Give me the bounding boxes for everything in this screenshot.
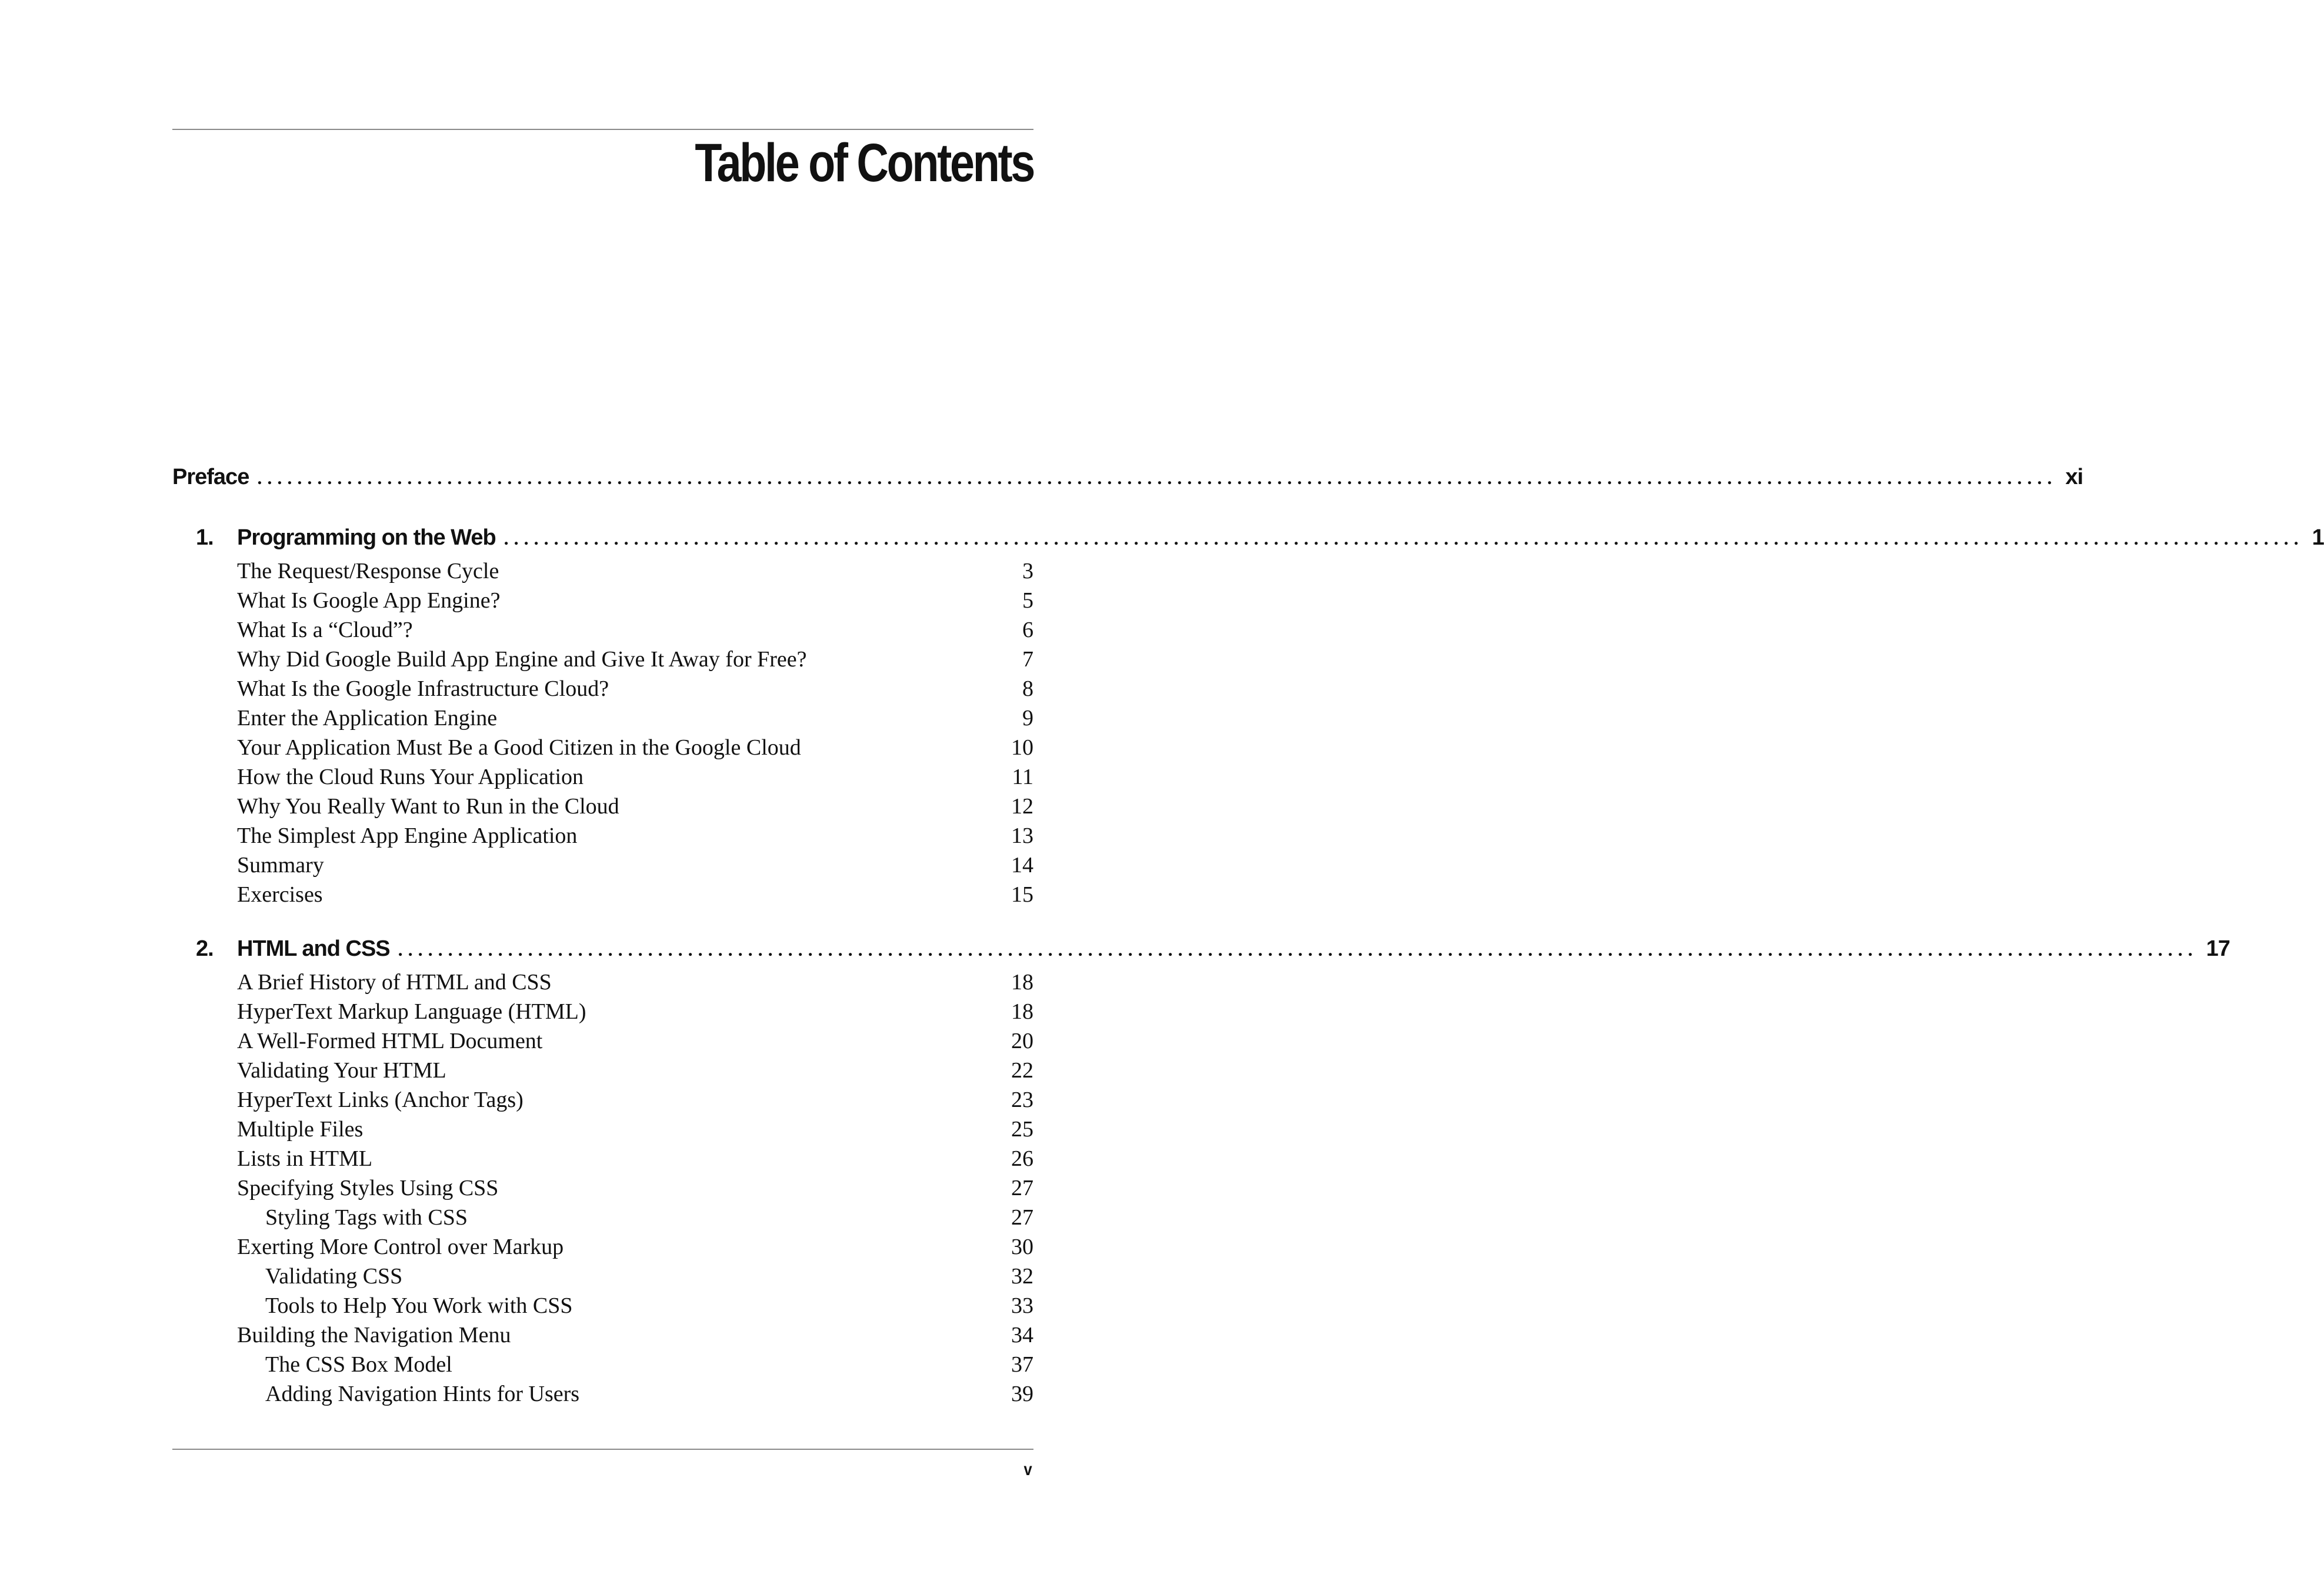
section-title: HyperText Links (Anchor Tags) [237, 1088, 524, 1112]
section-title: HyperText Markup Language (HTML) [237, 999, 586, 1024]
section-page-number: 37 [1011, 1352, 1033, 1377]
section-page-number: 14 [1011, 853, 1033, 878]
section-page-number: 22 [1011, 1058, 1033, 1083]
section-page-number: 9 [1022, 706, 1033, 731]
toc-section[interactable] [172, 1056, 1033, 1085]
section-title: Exerting More Control over Markup [237, 1235, 564, 1259]
preface-page-number: xi [2065, 465, 2083, 489]
section-page-number: 30 [1011, 1235, 1033, 1259]
page-title: Table of Contents [695, 133, 1033, 193]
section-page-number: 6 [1022, 618, 1033, 642]
toc-section[interactable] [172, 1232, 1033, 1262]
section-page-number: 26 [1011, 1146, 1033, 1171]
toc-section[interactable] [172, 850, 1033, 880]
section-page-number: 32 [1011, 1264, 1033, 1289]
section-title: What Is the Google Infrastructure Cloud? [237, 676, 609, 701]
section-title: Enter the Application Engine [237, 706, 498, 731]
table-of-contents [172, 456, 2324, 1409]
chapter-title: Programming on the Web [237, 525, 496, 550]
dot-leader: .................................................................................................................................................................................... [504, 528, 2304, 549]
section-title: A Brief History of HTML and CSS [237, 970, 552, 995]
toc-section[interactable] [172, 556, 1033, 586]
section-title: Adding Navigation Hints for Users [265, 1382, 580, 1406]
section-page-number: 11 [1012, 765, 1033, 789]
preface-title: Preface [172, 465, 249, 489]
section-page-number: 13 [1011, 823, 1033, 848]
section-page-number: 10 [1011, 735, 1033, 760]
toc-section[interactable] [172, 968, 1033, 997]
section-title: Why Did Google Build App Engine and Give It Away for Free? [237, 647, 807, 672]
chapter-number: 1. [196, 525, 214, 550]
toc-section[interactable] [172, 762, 1033, 792]
toc-section[interactable] [172, 821, 1033, 850]
section-page-number: 23 [1011, 1088, 1033, 1112]
section-page-number: 39 [1011, 1382, 1033, 1406]
toc-section[interactable] [172, 997, 1033, 1026]
dot-leader: .................................................................................................................................................................................... [398, 939, 2198, 960]
chapter-number: 2. [196, 936, 214, 961]
section-page-number: 5 [1022, 588, 1033, 613]
toc-chapter-2[interactable] [172, 930, 2230, 968]
section-page-number: 12 [1011, 794, 1033, 819]
section-page-number: 8 [1022, 676, 1033, 701]
section-title: Validating Your HTML [237, 1058, 446, 1083]
toc-section[interactable] [172, 1085, 1033, 1115]
chapter-line [237, 930, 2230, 968]
toc-subsection[interactable] [172, 1350, 1033, 1379]
top-rule [172, 129, 1033, 130]
toc-section[interactable] [172, 1173, 1033, 1203]
chapter-line [237, 519, 2324, 557]
toc-section[interactable] [172, 733, 1033, 762]
toc-section[interactable] [172, 1320, 1033, 1350]
section-title: Building the Navigation Menu [237, 1323, 511, 1347]
toc-section[interactable] [172, 1115, 1033, 1144]
section-title: Styling Tags with CSS [265, 1205, 468, 1230]
section-title: Lists in HTML [237, 1146, 373, 1171]
toc-section[interactable] [172, 645, 1033, 674]
section-title: The Request/Response Cycle [237, 559, 499, 583]
toc-subsection[interactable] [172, 1203, 1033, 1232]
section-title: A Well-Formed HTML Document [237, 1029, 543, 1053]
toc-section[interactable] [172, 615, 1033, 645]
section-title: The CSS Box Model [265, 1352, 452, 1377]
toc-subsection[interactable] [172, 1379, 1033, 1409]
section-title: What Is Google App Engine? [237, 588, 501, 613]
toc-section[interactable] [172, 674, 1033, 703]
toc-subsection[interactable] [172, 1291, 1033, 1320]
section-title: Validating CSS [265, 1264, 403, 1289]
section-page-number: 27 [1011, 1176, 1033, 1200]
toc-section[interactable] [172, 586, 1033, 615]
section-title: Exercises [237, 882, 323, 907]
section-page-number: 20 [1011, 1029, 1033, 1053]
toc-chapter-1[interactable] [172, 519, 2324, 556]
chapter-page-number: 1 [2312, 525, 2324, 550]
section-page-number: 18 [1011, 970, 1033, 995]
section-page-number: 33 [1011, 1293, 1033, 1318]
section-page-number: 3 [1022, 559, 1033, 583]
section-title: How the Cloud Runs Your Application [237, 765, 584, 789]
dot-leader: .................................................................................................................................................................................... [257, 467, 2058, 488]
section-title: The Simplest App Engine Application [237, 823, 578, 848]
page-folio: v [1023, 1460, 1032, 1479]
section-page-number: 15 [1011, 882, 1033, 907]
toc-entry-preface[interactable] [172, 456, 2083, 498]
toc-subsection[interactable] [172, 1262, 1033, 1291]
section-title: Specifying Styles Using CSS [237, 1176, 499, 1200]
section-page-number: 25 [1011, 1117, 1033, 1142]
section-page-number: 34 [1011, 1323, 1033, 1347]
section-title: Tools to Help You Work with CSS [265, 1293, 573, 1318]
section-title: Why You Really Want to Run in the Cloud [237, 794, 619, 819]
section-title: Your Application Must Be a Good Citizen in the Google Cloud [237, 735, 801, 760]
toc-section[interactable] [172, 880, 1033, 909]
chapter-page-number: 17 [2206, 936, 2230, 961]
preface-line [172, 456, 2083, 498]
toc-section[interactable] [172, 792, 1033, 821]
toc-section[interactable] [172, 1026, 1033, 1056]
section-title: Summary [237, 853, 324, 878]
section-page-number: 18 [1011, 999, 1033, 1024]
section-title: Multiple Files [237, 1117, 364, 1142]
toc-section[interactable] [172, 703, 1033, 733]
toc-section[interactable] [172, 1144, 1033, 1173]
section-page-number: 7 [1022, 647, 1033, 672]
section-page-number: 27 [1011, 1205, 1033, 1230]
section-title: What Is a “Cloud”? [237, 618, 413, 642]
bottom-rule [172, 1449, 1033, 1450]
chapter-title: HTML and CSS [237, 936, 390, 961]
